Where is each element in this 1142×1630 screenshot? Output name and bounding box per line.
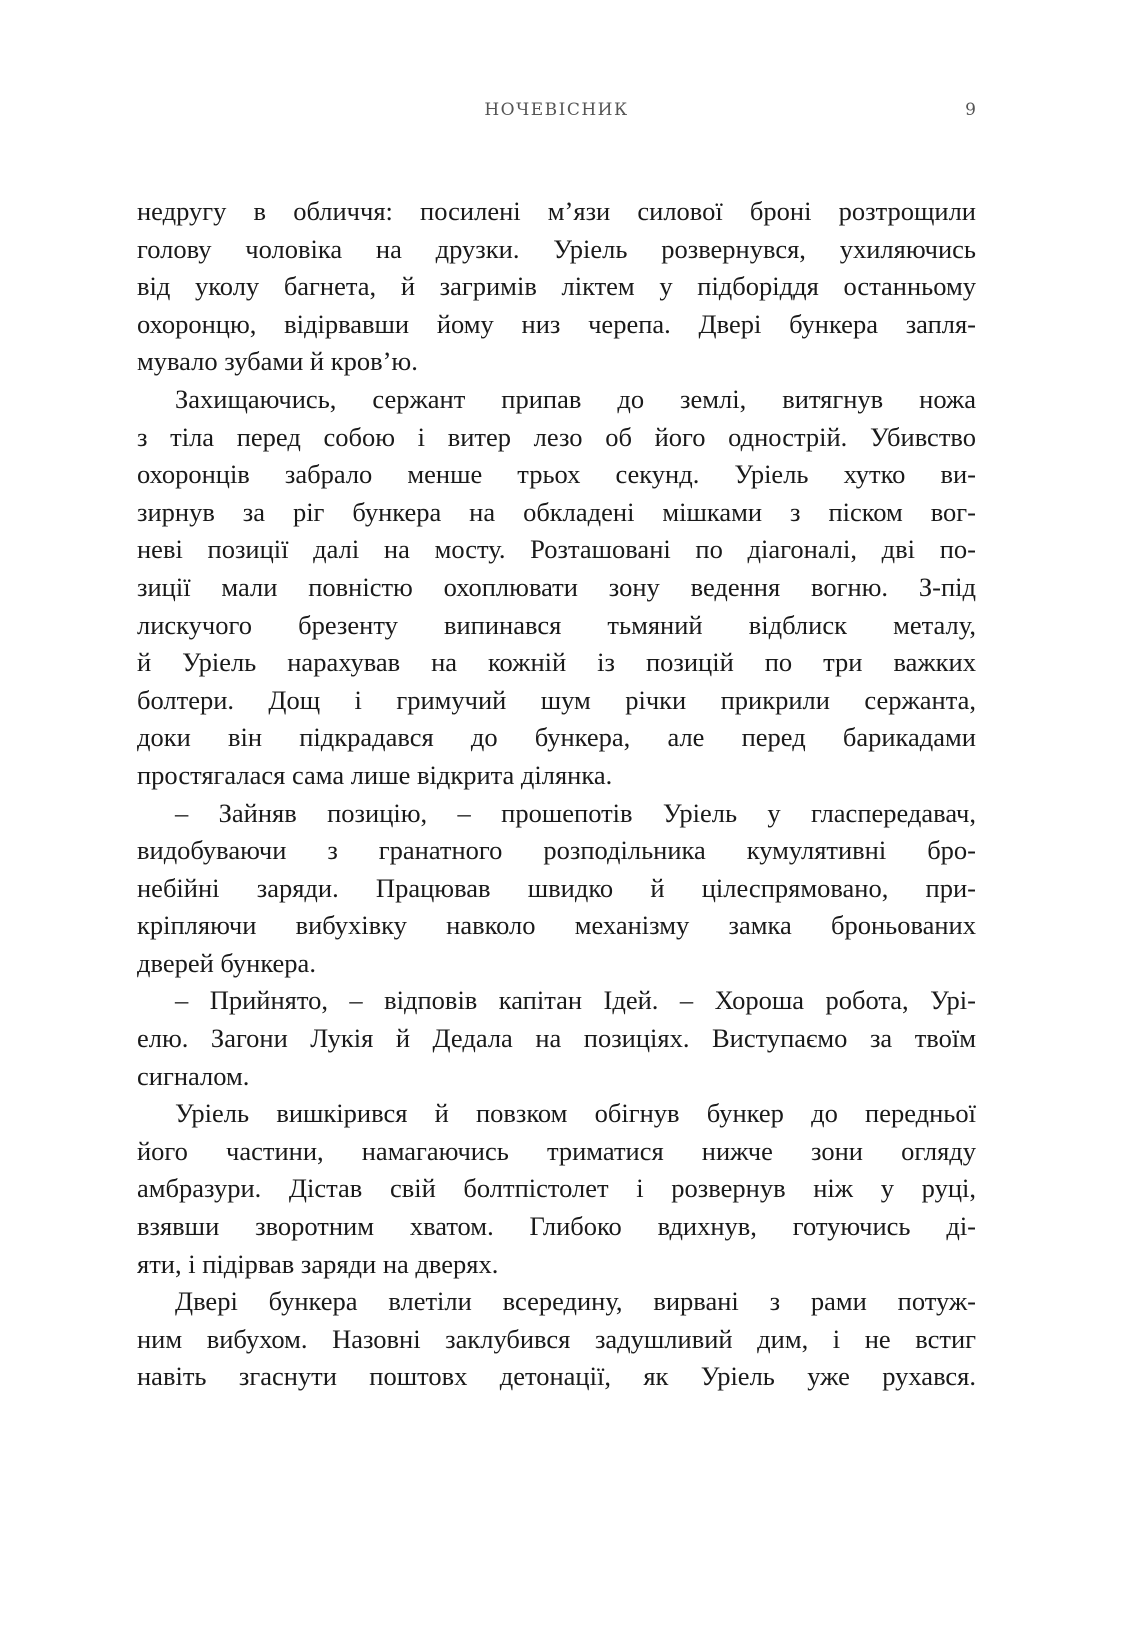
- text-line: охоронцю, відірвавши йому низ черепа. Двері бункера запля-: [137, 308, 976, 339]
- text-line: його частини, намагаючись триматися нижче зони огляду: [137, 1135, 976, 1166]
- text-line: ним вибухом. Назовні заклубився задушливий дим, і не встиг: [137, 1323, 976, 1354]
- text-line: – Прийнято, – відповів капітан Ідей. – Хороша робота, Урі-: [175, 985, 976, 1016]
- text-line: Захищаючись, сержант припав до землі, витягнув ножа: [175, 383, 976, 414]
- text-line: – Зайняв позицію, – прошепотів Уріель у гласпередавач,: [175, 797, 976, 828]
- text-line: Двері бункера влетіли всередину, вирвані з рами потуж-: [175, 1286, 976, 1317]
- text-line: видобуваючи з гранатного розподільника кумулятивні бро-: [137, 835, 976, 866]
- text-line: взявши зворотним хватом. Глибоко вдихнув, готуючись ді-: [137, 1211, 976, 1242]
- paragraph: [137, 1095, 976, 1283]
- text-line: доки він підкрадався до бункера, але перед барикадами: [137, 722, 976, 753]
- text-line: охоронців забрало менше трьох секунд. Уріель хутко ви-: [137, 459, 976, 490]
- paragraph: [137, 381, 976, 795]
- text-line: з тіла перед собою і витер лезо об його однострій. Убивство: [137, 421, 976, 452]
- paragraph: [137, 982, 976, 1095]
- text-line: неві позиції далі на мосту. Розташовані по діагоналі, дві по-: [137, 534, 976, 565]
- text-line: й Уріель нарахував на кожній із позицій по три важких: [137, 647, 976, 678]
- text-line: дверей бункера.: [137, 947, 316, 978]
- text-line: болтери. Дощ і гримучий шум річки прикрили сержанта,: [137, 684, 976, 715]
- text-line: недругу в обличчя: посилені м’язи силової броні розтрощили: [137, 196, 976, 226]
- text-line: лискучого брезенту випинався тьмяний відблиск металу,: [137, 609, 976, 640]
- body-text: [137, 193, 976, 1396]
- text-line: кріпляючи вибухівку навколо механізму замка броньованих: [137, 910, 976, 941]
- paragraph: [137, 795, 976, 983]
- text-line: голову чоловіка на друзки. Уріель розвернувся, ухиляючись: [137, 233, 976, 264]
- text-line: яти, і підірвав заряди на дверях.: [137, 1248, 499, 1279]
- text-line: Уріель вишкірився й повзком обігнув бункер до передньої: [175, 1098, 976, 1129]
- running-title: НОЧЕВІСНИК: [484, 100, 629, 120]
- text-line: елю. Загони Лукія й Дедала на позиціях. Виступаємо за твоїм: [137, 1023, 976, 1054]
- text-line: навіть згаснути поштовх детонації, як Уріель уже рухався.: [137, 1361, 976, 1392]
- text-line: сигналом.: [137, 1060, 250, 1091]
- page-number: 9: [965, 100, 976, 120]
- running-head: [137, 100, 976, 128]
- text-line: амбразури. Дістав свій болтпістолет і розвернув ніж у руці,: [137, 1173, 976, 1204]
- text-line: мувало зубами й кров’ю.: [137, 346, 418, 377]
- text-line: зирнув за ріг бункера на обкладені мішками з піском вог-: [137, 496, 976, 527]
- text-line: простягалася сама лише відкрита ділянка.: [137, 759, 613, 790]
- text-line: від уколу багнета, й загримів ліктем у підборіддя останньому: [137, 271, 976, 302]
- text-line: зиції мали повністю охоплювати зону ведення вогню. З-під: [137, 571, 976, 602]
- paragraph: [137, 193, 976, 381]
- paragraph: [137, 1283, 976, 1396]
- text-line: небійні заряди. Працював швидко й цілеспрямовано, при-: [137, 872, 976, 903]
